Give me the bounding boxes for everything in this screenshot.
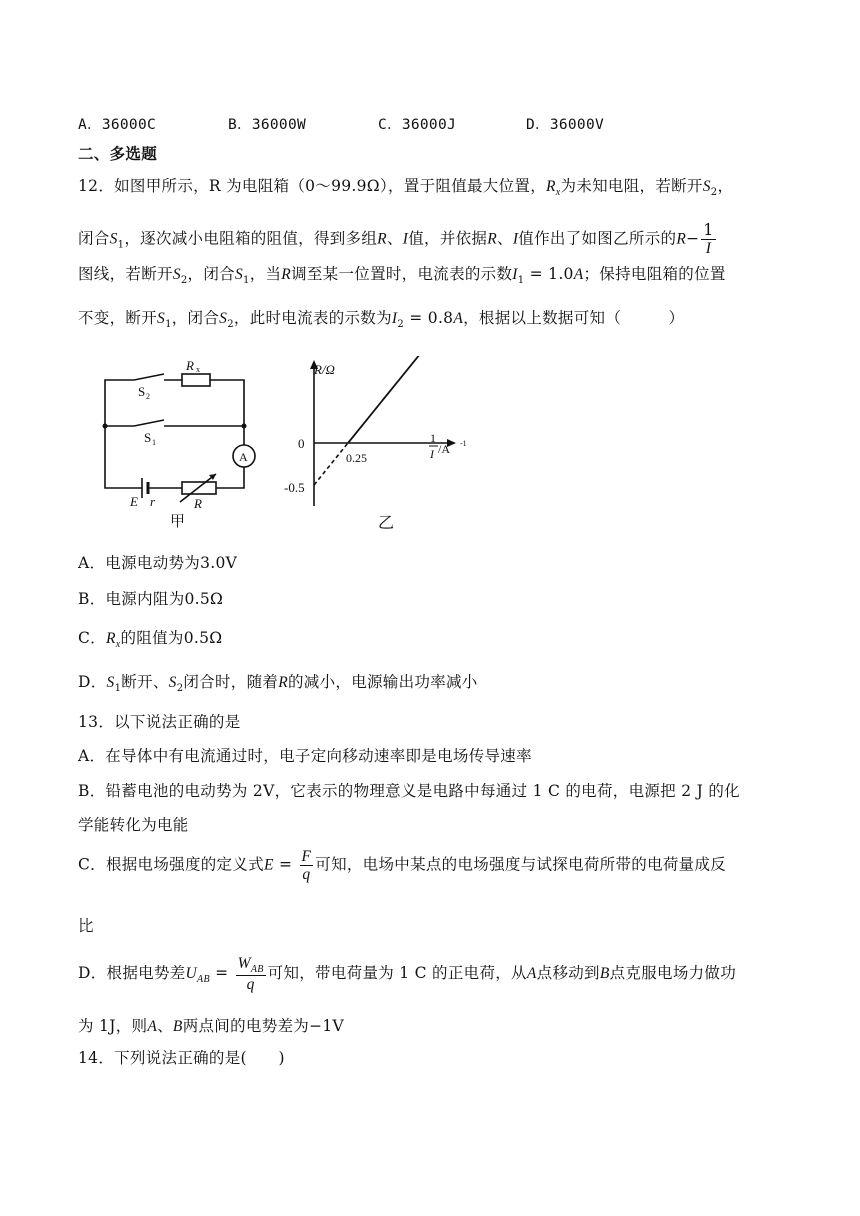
r-vs-inverse-i-graph [280,356,480,536]
q12-option-c: C．$R_x$的阻值为0.5Ω [78,629,223,651]
x-tick-025: 0.25 [346,451,367,465]
q14-stem: 14．下列说法正确的是( ) [78,1049,285,1067]
label-s1: S [144,430,152,445]
label-s2-sub: 2 [146,392,150,401]
label-s1-sub: 1 [152,438,156,447]
q11-option-a: A．36000C [78,117,157,133]
y-tick-0: 0 [298,436,305,451]
label-rx-sub: x [196,365,200,374]
q13-option-c-line1: C．根据电场强度的定义式E = $\frac{F}{q}$ 可知，电场中某点的电场强度与试探电荷所带的电荷量成反 [78,848,727,884]
q12-option-d: D．$S_1$断开、$S_2$闭合时，随着R的减小，电源输出功率减小 [78,673,478,695]
q12-option-b: B．电源内阻为0.5Ω [78,590,224,608]
label-r-internal: r [150,494,156,509]
x-label-exp: -1 [460,439,467,448]
label-rx: R [186,358,194,373]
q12-line-2: 闭合$S_1$，逐次减小电阻箱的阻值，得到多组R、I值，并依据R、I值作出了如图乙所示的R− $\frac{1}{I}$ [78,221,714,258]
q13-option-d-line1: D．根据电势差$U_{AB}$ = $\frac{W_{AB}}{q}$ 可知，带电荷量为 1 C 的正电荷，从A点移动到B点克服电场力做功 [78,955,737,994]
label-r-box: R [194,496,202,511]
q13-option-d-line2: 为 1J，则A、B两点间的电势差为−1V [78,1017,345,1035]
label-e: E [130,494,138,509]
x-label-den: I [430,447,434,461]
q13-stem: 13．以下说法正确的是 [78,713,241,731]
caption-jia: 甲 [170,514,186,530]
q13-option-b-line1: B．铅蓄电池的电动势为 2V，它表示的物理意义是电路中每通过 1 C 的电荷，电源把 2 J 的化 [78,782,740,800]
q12-line-3: 图线，若断开$S_2$，闭合$S_1$，当R调至某一位置时，电流表的示数$I_1 = 1.0A$；保持电阻箱的位置 [78,265,726,287]
extrapolated-segment [314,443,348,485]
q11-option-b: B．36000W [228,117,307,133]
q12-line-1: 12．如图甲所示，R 为电阻箱（0～99.9Ω），置于阻值最大位置，$R_x$为未知电阻，若断开$S_2$， [78,177,734,199]
ammeter-label: A [239,450,248,464]
q11-option-c: C．36000J [378,117,457,133]
data-line [348,356,480,443]
x-label-unit: /A [438,442,450,456]
q11-option-d: D．36000V [526,117,605,133]
q12-option-a: A．电源电动势为3.0V [78,554,238,572]
y-axis-label: R/Ω [314,362,335,377]
x-label-num: 1 [430,431,436,445]
section-title: 二、多选题 [78,144,158,163]
label-s2: S [138,384,146,399]
y-tick-neg: -0.5 [284,480,305,495]
circuit-diagram [92,358,264,530]
q12-line-4: 不变，断开$S_1$，闭合$S_2$，此时电流表的示数为$I_2 = 0.8A$，根据以上数据可知（ ） [78,309,685,331]
q13-option-c-line2: 比 [78,917,94,935]
q13-option-a: A．在导体中有电流通过时，电子定向移动速率即是电场传导速率 [78,747,532,765]
q13-option-b-line2: 学能转化为电能 [78,816,189,834]
caption-yi: 乙 [378,515,395,532]
